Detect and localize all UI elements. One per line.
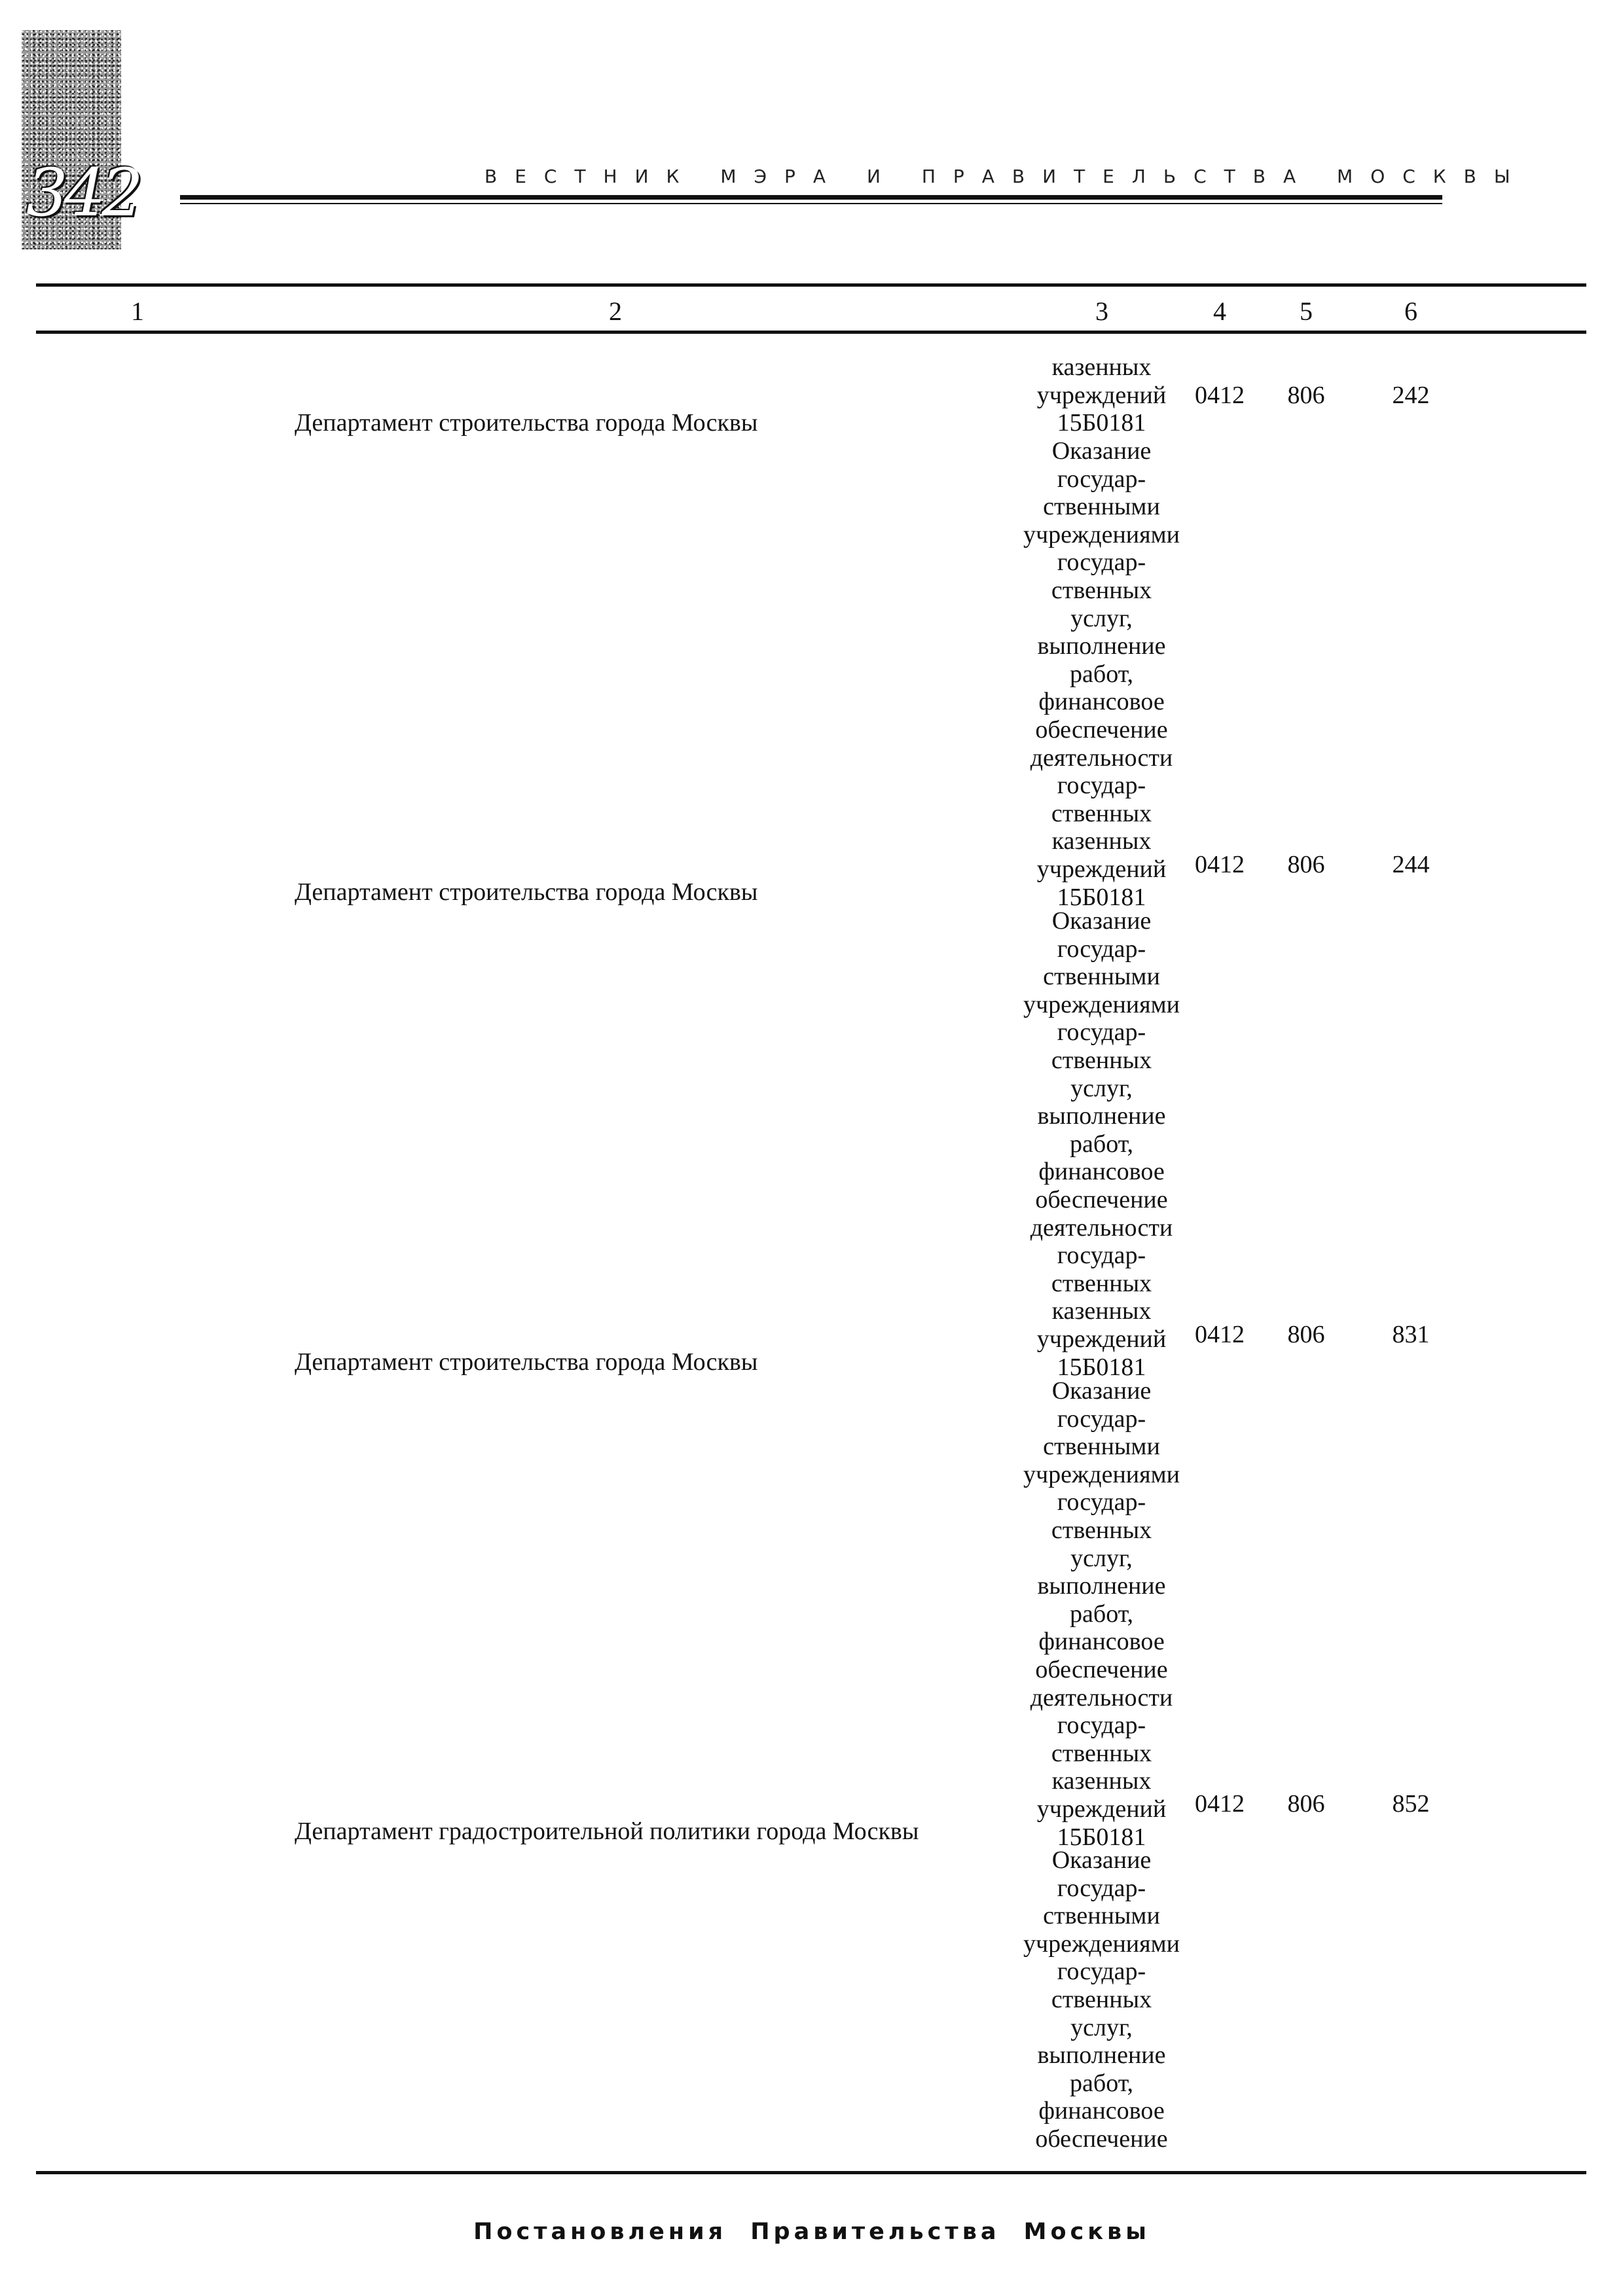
description-line: ственных [1051,1269,1152,1297]
row-code-col4: 0412 [1195,1321,1245,1348]
description-line: услуг, [1070,1544,1133,1572]
column-header-1: 1 [131,296,144,326]
description-line: обеспечение [1035,1185,1168,1213]
description-line: 15Б0181 [1057,409,1146,437]
table-top-rule [36,283,1586,287]
description-block-2 [985,907,1218,1381]
column-header-6: 6 [1404,296,1417,326]
row-code-col6: 242 [1392,382,1430,409]
description-line: ственных [1051,799,1152,827]
row-code-col6: 852 [1392,1790,1430,1818]
description-line: казенных [1051,827,1152,855]
description-line: государ- [1057,1712,1146,1740]
description-line: ственных [1051,1985,1152,2013]
description-line: государ- [1057,1018,1146,1047]
description-line: выполнение [1037,2041,1166,2070]
description-line: ственных [1051,1516,1152,1544]
description-line: выполнение [1037,1572,1166,1600]
row-code-col6: 244 [1392,851,1430,878]
description-line: работ, [1070,660,1133,688]
description-line: учреждений [1036,1325,1167,1353]
description-line: государ- [1057,1405,1146,1433]
description-line: Оказание [1051,1377,1152,1405]
description-fragment-trailing [985,1846,1218,2153]
description-line: финансовое [1038,1628,1165,1656]
row-code-col6: 831 [1392,1321,1430,1348]
description-block-3 [985,1377,1218,1851]
description-line: обеспечение [1035,1655,1168,1683]
description-line: ственными [1043,1433,1160,1461]
description-line: ственных [1051,1046,1152,1074]
description-line: государ- [1057,935,1146,963]
description-line: казенных [1051,353,1152,381]
description-line: работ, [1070,2069,1133,2097]
row-code-col5: 806 [1287,1321,1325,1348]
row-organization: Департамент строительства города Москвы [295,878,758,906]
description-line: обеспечение [1035,2125,1168,2153]
row-code-col4: 0412 [1195,382,1245,409]
description-line: учреждений [1036,381,1167,409]
description-line: ственных [1051,1739,1152,1767]
column-header-3: 3 [1095,296,1108,326]
row-code-col4: 0412 [1195,1790,1245,1818]
description-line: Оказание [1051,437,1152,465]
description-line: выполнение [1037,1102,1166,1130]
description-line: учреждений [1036,855,1167,883]
description-line: работ, [1070,1130,1133,1158]
row-organization: Департамент строительства города Москвы [295,409,758,437]
description-line: государ- [1057,1242,1146,1270]
description-line: ственными [1043,963,1160,991]
description-line: обеспечение [1035,715,1168,744]
description-line: деятельности [1030,744,1173,772]
description-line: 15Б0181 [1057,1353,1146,1381]
description-line: Оказание [1051,907,1152,935]
row-code-col5: 806 [1287,382,1325,409]
header-rule [180,195,1442,200]
description-line: учреждений [1036,1795,1167,1823]
description-line: финансовое [1038,1158,1165,1186]
row-code-col4: 0412 [1195,851,1245,878]
description-line: казенных [1051,1297,1152,1325]
description-line: деятельности [1030,1213,1173,1242]
description-line: деятельности [1030,1683,1173,1712]
page-number: 342 [26,154,139,231]
row-organization: Департамент градостроительной политики города Москвы [295,1818,919,1845]
description-line: услуг, [1070,1074,1133,1102]
description-line: учреждениями [1023,520,1180,548]
description-line: учреждениями [1023,1460,1180,1488]
description-line: финансовое [1038,688,1165,716]
description-line: государ- [1057,1958,1146,1986]
description-line: казенных [1051,1767,1152,1795]
description-line: государ- [1057,548,1146,577]
description-line: государ- [1057,465,1146,493]
journal-title: ВЕСТНИК МЭРА И ПРАВИТЕЛЬСТВА МОСКВЫ [484,166,1528,187]
description-line: государ- [1057,1874,1146,1902]
description-line: государ- [1057,1488,1146,1516]
description-line: государ- [1057,772,1146,800]
description-line: финансовое [1038,2097,1165,2125]
column-header-2: 2 [609,296,622,326]
description-line: работ, [1070,1600,1133,1628]
column-header-5: 5 [1300,296,1313,326]
description-line: учреждениями [1023,1929,1180,1958]
row-organization: Департамент строительства города Москвы [295,1348,758,1376]
table-bottom-rule [36,2171,1586,2174]
description-line: Оказание [1051,1846,1152,1874]
row-code-col5: 806 [1287,1790,1325,1818]
column-header-4: 4 [1213,296,1226,326]
description-line: выполнение [1037,632,1166,660]
row-code-col5: 806 [1287,851,1325,878]
description-line: ственными [1043,493,1160,521]
section-title: Постановления Правительства Москвы [473,2219,1150,2245]
description-line: учреждениями [1023,990,1180,1018]
description-line: услуг, [1070,2013,1133,2041]
description-line: услуг, [1070,604,1133,632]
description-line: 15Б0181 [1057,883,1146,911]
header-rule-thin [180,203,1442,204]
description-line: 15Б0181 [1057,1823,1146,1851]
description-line: ственных [1051,576,1152,604]
description-block-1 [985,437,1218,911]
table-header-rule [36,331,1586,334]
description-line: ственными [1043,1902,1160,1930]
